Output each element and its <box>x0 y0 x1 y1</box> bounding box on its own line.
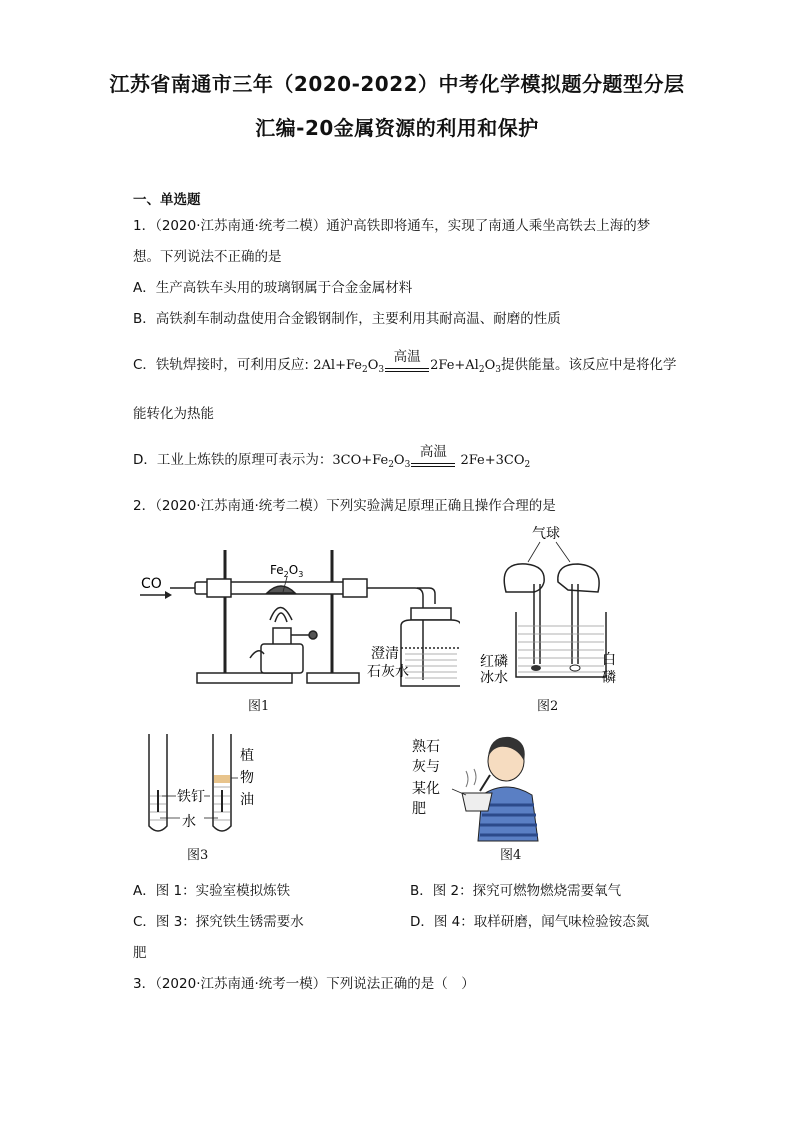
q2-option-a: A．图 1：实验室模拟炼铁 <box>133 883 291 899</box>
fig3-oil-label-1: 植 <box>240 748 254 764</box>
figure-3-rust-test-tubes <box>140 732 270 842</box>
fig4-label-4: 肥 <box>412 801 426 817</box>
q1-option-a: A．生产高铁车头用的玻璃钢属于合金金属材料 <box>133 280 413 296</box>
fig4-label-1: 熟石 <box>412 739 440 755</box>
q2-stem: 2．（2020·江苏南通·统考二模）下列实验满足原理正确且操作合理的是 <box>133 498 556 514</box>
fig3-oil-label-3: 油 <box>240 792 254 808</box>
fig1-limewater-label-2: 石灰水 <box>367 664 409 680</box>
q1-option-c <box>133 349 677 375</box>
q2-option-d-continued: 肥 <box>133 945 147 961</box>
figure-4-boy-grinding <box>410 735 550 845</box>
fig3-nail-label: 铁钉 <box>177 789 205 805</box>
fig2-balloon-label: 气球 <box>532 526 560 542</box>
fig3-oil-label-2: 物 <box>240 770 254 786</box>
fig1-co-label: CO <box>141 576 162 592</box>
figure-1-iron-smelting-apparatus <box>135 540 460 715</box>
fig1-fe2o3-label: $Fe_2O_3$ <box>270 563 304 579</box>
fig2-red-phosphorus-label: 红磷 <box>480 654 508 670</box>
q3-stem: 3．（2020·江苏南通·统考一模）下列说法正确的是（ ） <box>133 976 475 992</box>
q1-option-d <box>133 444 531 470</box>
q2-option-d: D．图 4：取样研磨，闻气味检验铵态氮 <box>410 914 650 930</box>
reaction-condition: 高温 <box>411 454 455 470</box>
figure-2-phosphorus-combustion <box>478 522 628 692</box>
q1-stem-line2: 想。下列说法不正确的是 <box>133 249 282 265</box>
page-title-line2: 汇编-20金属资源的利用和保护 <box>255 116 539 140</box>
q1-option-b: B．高铁刹车制动盘使用合金锻钢制作，主要利用其耐高温、耐磨的性质 <box>133 311 561 327</box>
fig3-water-label: 水 <box>182 814 196 830</box>
figure-3-caption: 图3 <box>187 848 209 863</box>
fig2-ice-water-label: 冰水 <box>480 670 508 686</box>
fig1-limewater-label-1: 澄清 <box>371 646 399 662</box>
q2-option-c: C．图 3：探究铁生锈需要水 <box>133 914 304 930</box>
reaction-condition: 高温 <box>385 359 429 375</box>
q1-stem-line1: 1．（2020·江苏南通·统考二模）通沪高铁即将通车，实现了南通人乘坐高铁去上海的梦 <box>133 218 651 234</box>
page-title-line1: 江苏省南通市三年（2020-2022）中考化学模拟题分题型分层 <box>109 72 685 96</box>
section-heading: 一、单选题 <box>133 192 201 208</box>
q2-option-b: B．图 2：探究可燃物燃烧需要氧气 <box>410 883 622 899</box>
fig4-label-3: 某化 <box>412 781 440 797</box>
q1-option-d-equation: $3CO+Fe_2O_3$ 高温 $2Fe+3CO_2$ <box>332 444 531 470</box>
fig4-label-2: 灰与 <box>412 759 440 775</box>
q1-option-c-equation: $2Al+Fe_2O_3$ 高温 $2Fe+Al_2O_3$ <box>313 349 501 375</box>
fig2-white-label-2: 磷 <box>602 670 616 686</box>
q1-option-c-continued: 能转化为热能 <box>133 406 214 422</box>
fig2-white-label-1: 白 <box>602 652 616 668</box>
figure-2-caption: 图2 <box>537 699 559 714</box>
q1-option-c-prefix: C．铁轨焊接时，可利用反应: <box>133 357 314 373</box>
q1-option-d-prefix: D．工业上炼铁的原理可表示为： <box>133 452 333 468</box>
figure-1-caption: 图1 <box>248 699 270 714</box>
q1-option-c-suffix: 提供能量。该反应中是将化学 <box>500 357 677 373</box>
figure-4-caption: 图4 <box>500 848 522 863</box>
